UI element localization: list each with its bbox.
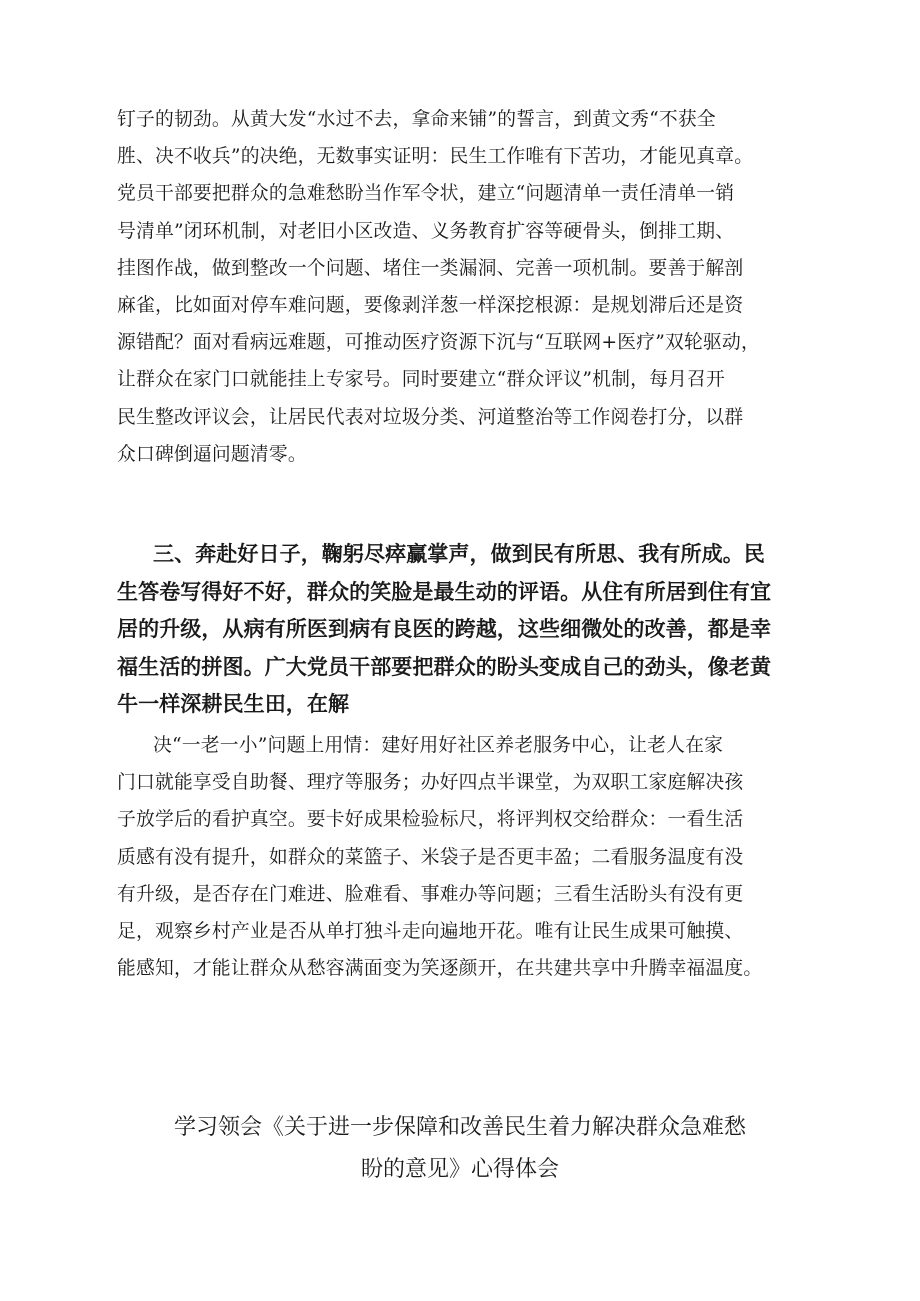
title-line: 盼的意见》心得体会 bbox=[360, 1157, 559, 1182]
text-line: 居的升级，从病有所医到病有良医的跨越，这些细微处的改善，都是幸 bbox=[117, 617, 772, 642]
text-line: 源错配？面对看病远难题，可推动医疗资源下沉与“互联网+医疗”双轮驱动， bbox=[117, 332, 760, 354]
text-line: 麻雀，比如面对停车难问题，要像剥洋葱一样深挖根源：是规划滞后还是资 bbox=[117, 294, 744, 316]
text-line: 质感有没有提升，如群众的菜篮子、米袋子是否更丰盈；二看服务温度有没 bbox=[117, 846, 744, 868]
text-line: 子放学后的看护真空。要卡好成果检验标尺，将评判权交给群众：一看生活 bbox=[117, 809, 744, 831]
text-line: 福生活的拼图。广大党员干部要把群众的盼头变成自己的劲头，像老黄 bbox=[117, 654, 772, 679]
text-line: 能感知，才能让群众从愁容满面变为笑逐颜开，在共建共享中升腾幸福温度。 bbox=[117, 958, 763, 980]
title-line: 学习领会《关于进一步保障和改善民生着力解决群众急难愁 bbox=[173, 1115, 746, 1140]
section-heading-line: 三、奔赴好日子，鞠躬尽瘁赢掌声，做到民有所思、我有所成。民 bbox=[153, 542, 765, 566]
paragraph-continuation bbox=[117, 101, 829, 473]
text-line: 民生整改评议会，让居民代表对垃圾分类、河道整治等工作阅卷打分，以群 bbox=[117, 406, 744, 428]
text-line: 生答卷写得好不好，群众的笑脸是最生动的评语。从住有所居到住有宜 bbox=[117, 579, 772, 604]
text-line: 众口碑倒逼问题清零。 bbox=[117, 443, 307, 465]
text-line: 挂图作战，做到整改一个问题、堵住一类漏洞、完善一项机制。要善于解剖 bbox=[117, 257, 744, 279]
text-line: 足，观察乡村产业是否从单打独斗走向遍地开花。唯有让民生成果可触摸、 bbox=[117, 920, 744, 942]
text-line: 有升级，是否存在门难进、脸难看、事难办等问题；三看生活盼头有没有更 bbox=[117, 883, 744, 905]
text-line: 钉子的韧劲。从黄大发“水过不去，拿命来铺”的誓言，到黄文秀“不获全 bbox=[117, 109, 716, 130]
section-three-paragraph bbox=[117, 536, 829, 724]
text-line: 党员干部要把群众的急难愁盼当作军令状，建立“问题清单一责任清单一销 bbox=[117, 183, 735, 205]
text-line: 门口就能享受自助餐、理疗等服务；办好四点半课堂，为双职工家庭解决孩 bbox=[117, 772, 744, 794]
text-line: 号清单”闭环机制，对老旧小区改造、义务教育扩容等硬骨头，倒排工期、 bbox=[117, 220, 735, 242]
text-line: 让群众在家门口就能挂上专家号。同时要建立“群众评议”机制，每月召开 bbox=[117, 369, 726, 391]
text-line: 牛一样深耕民生田，在解 bbox=[117, 692, 350, 717]
article-title bbox=[0, 1107, 920, 1191]
text-line: 胜、决不收兵”的决绝，无数事实证明：民生工作唯有下苦功，才能见真章。 bbox=[117, 146, 754, 168]
paragraph-body bbox=[117, 727, 829, 987]
text-line: 决“一老一小”问题上用情：建好用好社区养老服务中心，让老人在家 bbox=[153, 735, 724, 756]
